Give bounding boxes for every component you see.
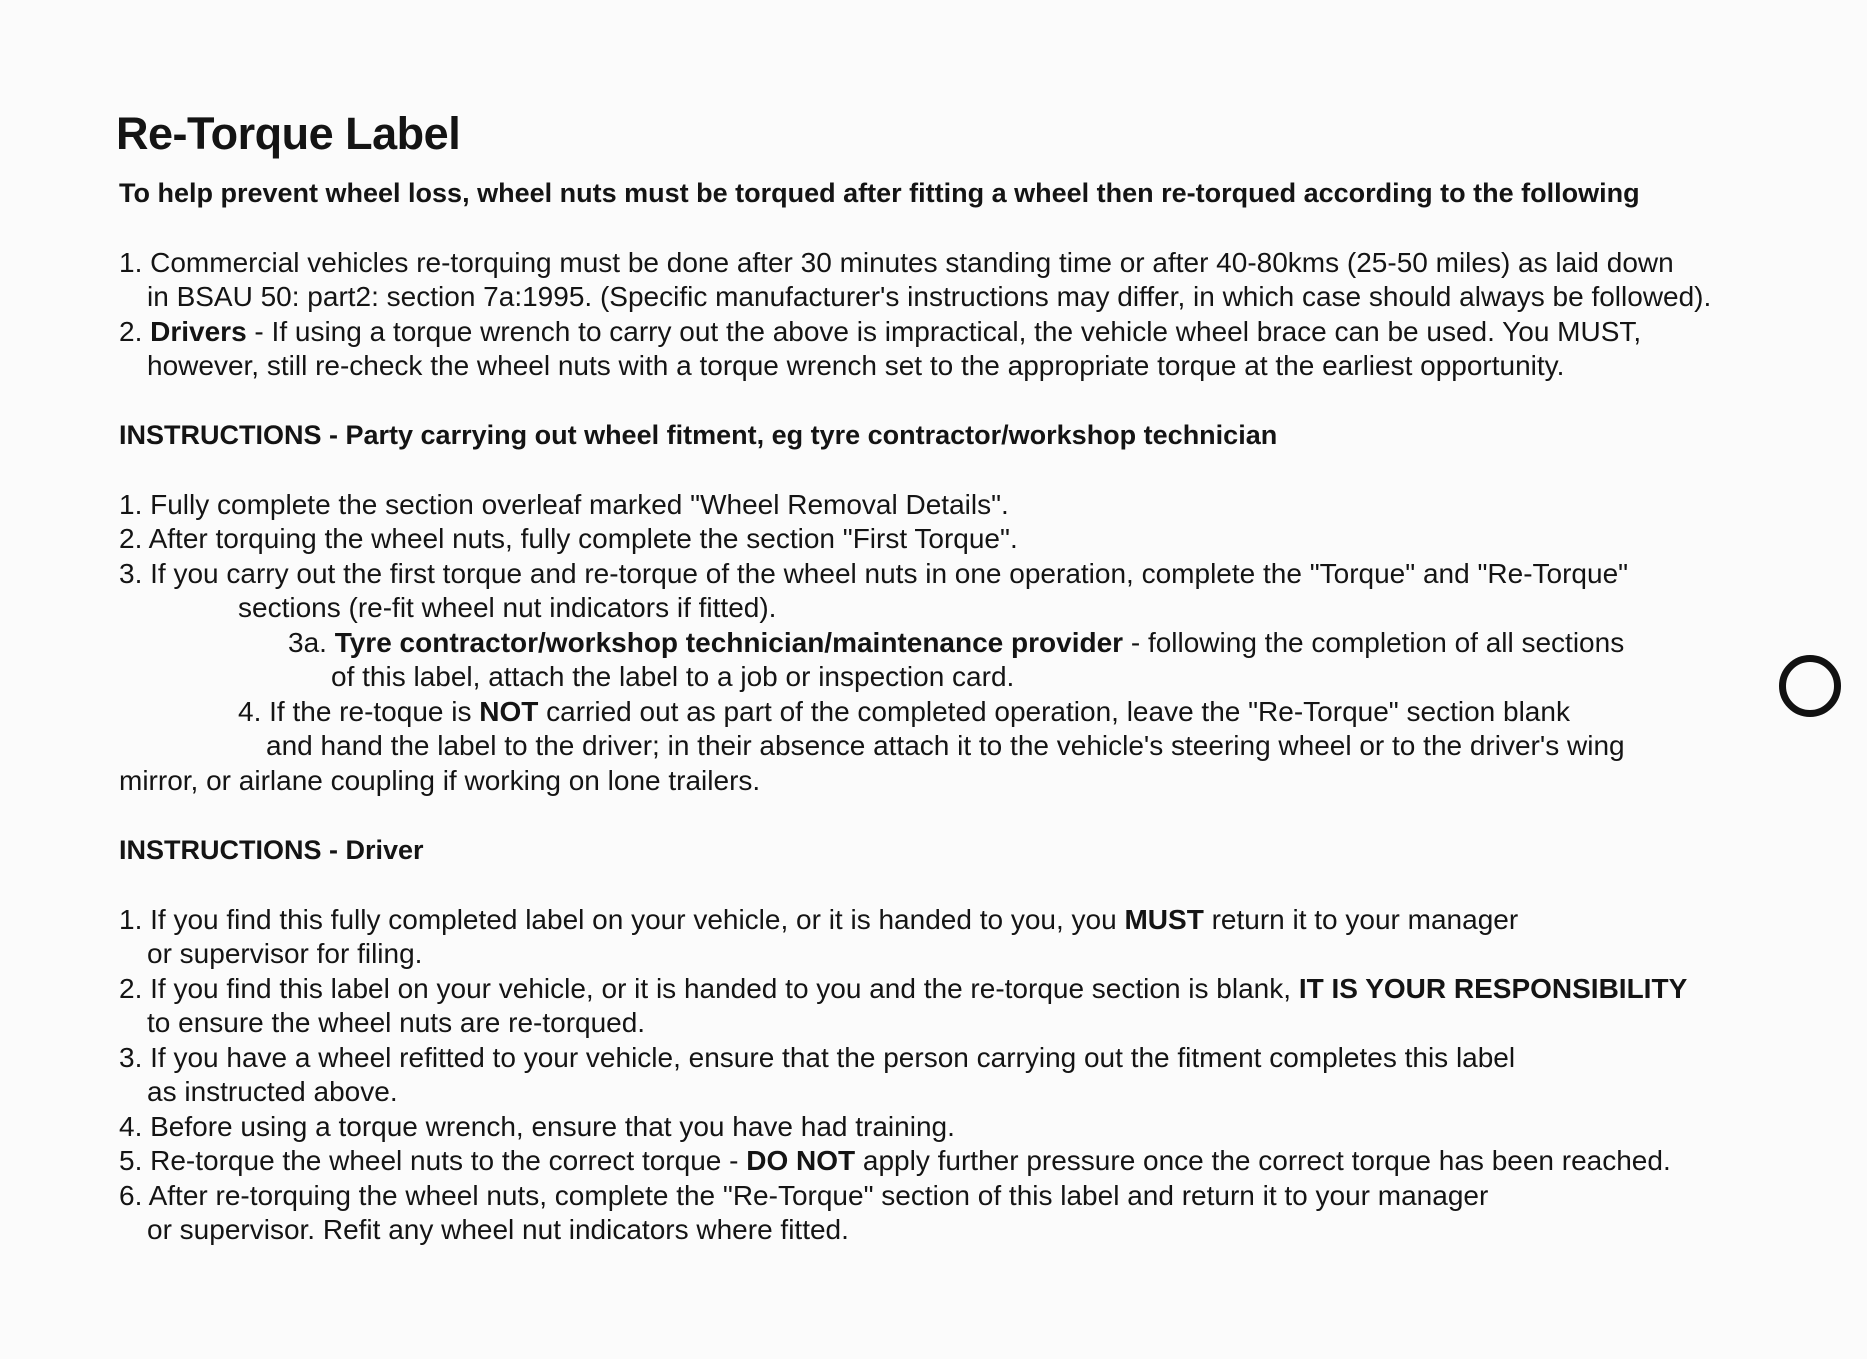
driver-item-6-line-1: 6. After re-torquing the wheel nuts, complete the "Re-Torque" section of this label and return it to your manager (119, 1180, 1489, 1211)
driver-item-1-text: return it to your manager (1203, 904, 1519, 935)
responsibility-emphasis: IT IS YOUR RESPONSIBILITY (1298, 973, 1688, 1004)
general-item-2-number: 2. (119, 316, 151, 347)
must-emphasis: MUST (1124, 904, 1204, 935)
technician-item-4-text: carried out as part of the completed operation, leave the "Re-Torque" section blank (538, 696, 1570, 727)
technician-item-4-line-1 (238, 695, 1570, 729)
technician-item-3a-line-2: of this label, attach the label to a job or inspection card. (331, 661, 1015, 692)
general-item-1-line-1: 1. Commercial vehicles re-torquing must be done after 30 minutes standing time or after 40-80kms (25-50 miles) as laid down (119, 247, 1674, 278)
driver-item-3-line-1: 3. If you have a wheel refitted to your vehicle, ensure that the person carrying out the fitment completes this label (119, 1042, 1516, 1073)
technician-item-3a-emphasis: Tyre contractor/workshop technician/maintenance provider (334, 627, 1124, 658)
general-item-1-line-2: in BSAU 50: part2: section 7a:1995. (Specific manufacturer's instructions may differ, in which case should always be followed). (147, 281, 1712, 312)
technician-item-3a-line-1 (288, 626, 1624, 660)
driver-item-1-prefix: 1. If you find this fully completed label on your vehicle, or it is handed to you, you (119, 904, 1125, 935)
technician-item-3a-text: - following the completion of all sections (1123, 627, 1625, 658)
driver-item-4: 4. Before using a torque wrench, ensure that you have had training. (119, 1111, 955, 1142)
general-item-2-line-2: however, still re-check the wheel nuts with a torque wrench set to the appropriate torque at the earliest opportunity. (147, 350, 1565, 381)
driver-item-5-prefix: 5. Re-torque the wheel nuts to the correct torque - (119, 1145, 747, 1176)
technician-item-3-line-2: sections (re-fit wheel nut indicators if fitted). (238, 592, 777, 623)
not-emphasis: NOT (479, 696, 539, 727)
page-title: Re-Torque Label (116, 108, 461, 159)
driver-item-2-line-2: to ensure the wheel nuts are re-torqued. (147, 1007, 646, 1038)
driver-item-2-line-1 (119, 972, 1687, 1006)
general-item-2-text: - If using a torque wrench to carry out the above is impractical, the vehicle wheel brace can be used. You MUST, (246, 316, 1642, 347)
technician-item-4-line-2: and hand the label to the driver; in their absence attach it to the vehicle's steering wheel or to the driver's wing (266, 730, 1625, 761)
general-item-2-line-1 (119, 315, 1641, 349)
driver-item-5-text: apply further pressure once the correct torque has been reached. (855, 1145, 1671, 1176)
technician-item-3-line-1: 3. If you carry out the first torque and re-torque of the wheel nuts in one operation, complete the "Torque" and "Re-Torque" (119, 558, 1629, 589)
driver-item-1-line-2: or supervisor for filing. (147, 938, 423, 969)
driver-item-1-line-1 (119, 903, 1518, 937)
driver-item-5 (119, 1144, 1671, 1178)
intro-text: To help prevent wheel loss, wheel nuts must be torqued after fitting a wheel then re-torqued according to the following (119, 178, 1640, 208)
do-not-emphasis: DO NOT (746, 1145, 856, 1176)
technician-heading: INSTRUCTIONS - Party carrying out wheel fitment, eg tyre contractor/workshop technician (119, 420, 1278, 450)
technician-item-4-line-3: mirror, or airlane coupling if working on lone trailers. (119, 765, 761, 796)
technician-item-3a-number: 3a. (288, 627, 335, 658)
technician-item-4-prefix: 4. If the re-toque is (238, 696, 480, 727)
technician-item-2: 2. After torquing the wheel nuts, fully complete the section "First Torque". (119, 523, 1018, 554)
driver-item-6-line-2: or supervisor. Refit any wheel nut indicators where fitted. (147, 1214, 849, 1245)
driver-heading: INSTRUCTIONS - Driver (119, 835, 424, 865)
driver-item-2-prefix: 2. If you find this label on your vehicle, or it is handed to you and the re-torque section is blank, (119, 973, 1299, 1004)
drivers-emphasis: Drivers (150, 316, 247, 347)
driver-item-3-line-2: as instructed above. (147, 1076, 398, 1107)
technician-item-1: 1. Fully complete the section overleaf marked "Wheel Removal Details". (119, 489, 1009, 520)
punch-hole-circle (1779, 655, 1841, 717)
